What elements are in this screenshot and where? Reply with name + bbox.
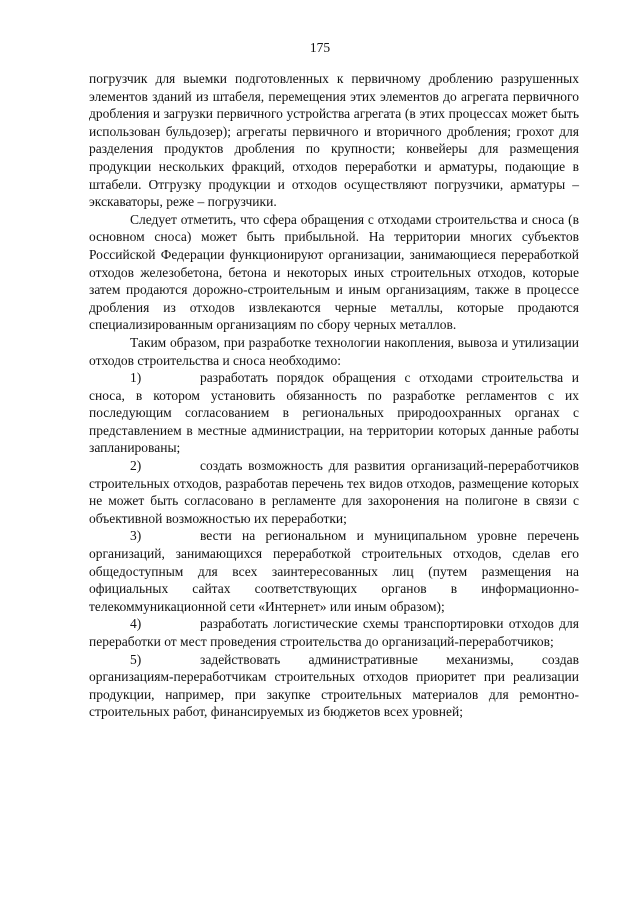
list-item-text: создать возможность для развития организаций-переработчиков строительных отходов, разработав перечень тех видов отходов, размещение которых не может быть согласовано в регламенте для захоронения на полигоне в связи с объективной возможностью их переработки; (89, 458, 579, 526)
list-item-number: 2) (130, 458, 142, 474)
list-item-number: 5) (130, 651, 142, 667)
list-item-text: разработать порядок обращения с отходами строительства и сноса, в котором установить обязанность по разработке регламентов с их последующим согласованием в региональных природоохранных органах с представлением в местные администрации, на территории которых данные работы запланированы; (89, 370, 579, 456)
list-item (89, 651, 579, 721)
document-body (89, 70, 579, 721)
list-item-number: 4) (130, 616, 142, 632)
paragraph: Следует отметить, что сфера обращения с отходами строительства и сноса (в основном сноса) может быть прибыльной. На территории многих субъектов Российской Федерации функционируют организации, занимающиеся переработкой отходов железобетона, бетона и некоторых иных строительных отходов, которые затем продаются дорожно-строительным и иным организациям, также в процессе дробления из отходов извлекаются черные металлы, которые продаются специализированным организациям по сбору черных металлов. (89, 211, 579, 333)
list-item-text: задействовать административные механизмы, создав организациям-переработчикам строительных отходов приоритет при реализации продукции, например, при закупке строительных материалов для ремонтно-строительных работ, финансируемых из бюджетов всех уровней; (89, 651, 579, 720)
paragraph-continuation: погрузчик для выемки подготовленных к первичному дроблению разрушенных элементов зданий из штабеля, перемещения этих элементов до агрегата первичного дробления и загрузки первичного устройства агрегата (в этих процессах может быть использован бульдозер); агрегаты первичного и вторичного дробления; грохот для разделения продуктов дробления по крупности; конвейеры для размещения продукции нескольких фракций, отходов переработки и арматуры, подающие в штабели. Отгрузку продукции и отходов осуществляют погрузчики, арматуры – экскаваторы, реже – погрузчики. (89, 71, 579, 210)
list-item-text: вести на региональном и муниципальном уровне перечень организаций, занимающихся переработкой строительных отходов, сделав его общедоступным для всех заинтересованных лиц (путем размещения на официальных сайтах соответствующих органов в информационно-телекоммуникационной сети «Интернет» или иным образом); (89, 528, 579, 614)
paragraph: Таким образом, при разработке технологии накопления, вывоза и утилизации отходов строительства и сноса необходимо: (89, 334, 579, 368)
list-item-text: разработать логистические схемы транспортировки отходов для переработки от мест проведения строительства до организаций-переработчиков; (89, 616, 579, 649)
list-item-number: 3) (130, 528, 142, 544)
list-item (89, 369, 579, 457)
list-item (89, 615, 579, 650)
list-item (89, 527, 579, 615)
list-item (89, 457, 579, 527)
page-number: 175 (309, 40, 331, 55)
list-item-number: 1) (130, 370, 142, 386)
